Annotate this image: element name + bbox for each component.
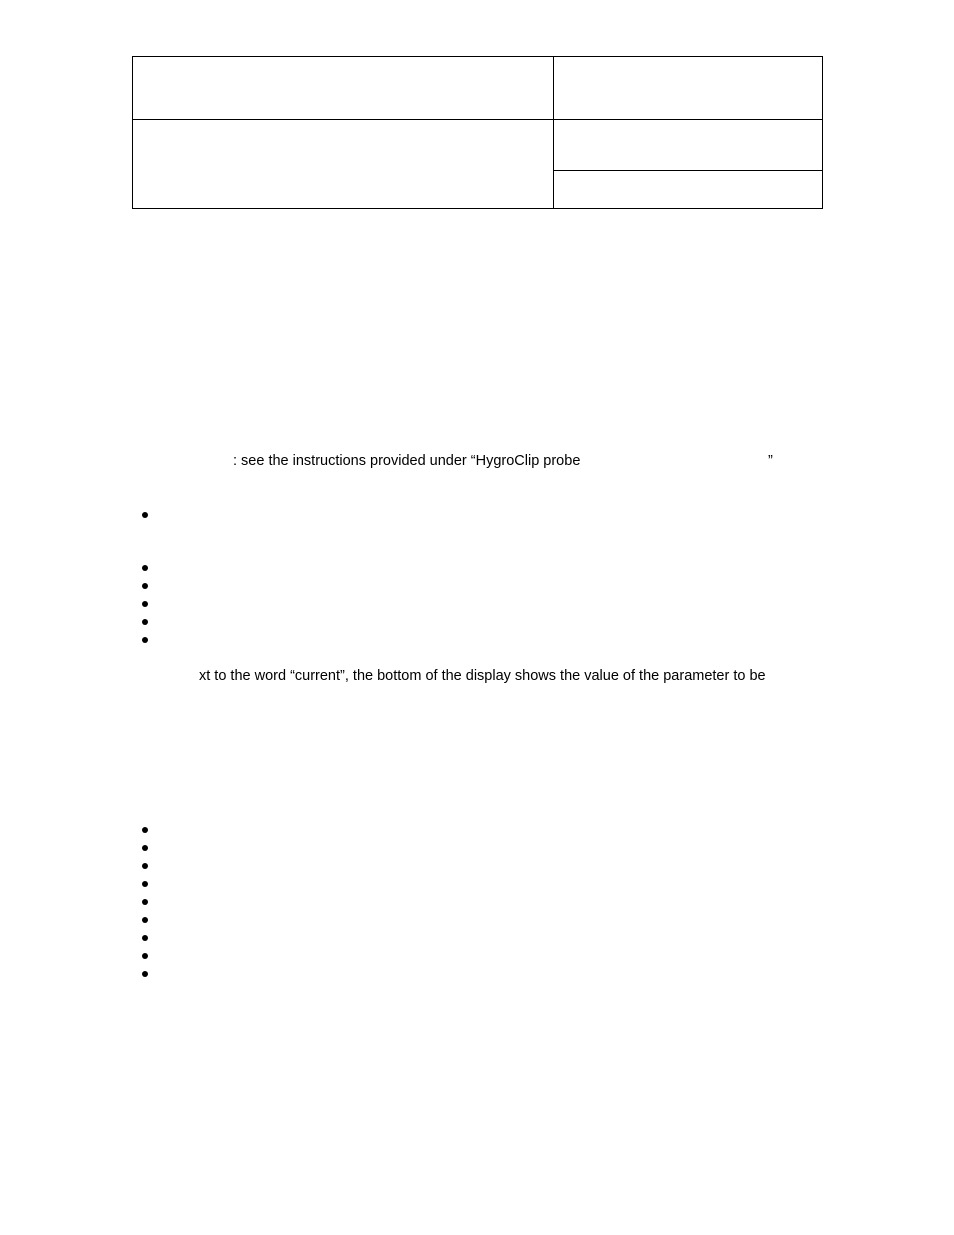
table-cell-r2-c1 xyxy=(132,119,554,209)
bullet-marker xyxy=(142,827,148,833)
bullet-marker xyxy=(142,881,148,887)
table-cell-r2-c2-bottom xyxy=(553,170,823,209)
bullet-marker xyxy=(142,565,148,571)
paragraph-text: xt to the word “current”, the bottom of the display shows the value of the parameter to be xyxy=(199,668,766,684)
table-cell-r1-c1 xyxy=(132,56,554,120)
bullet-marker xyxy=(142,917,148,923)
bullet-marker xyxy=(142,863,148,869)
bullet-marker xyxy=(142,845,148,851)
bullet-marker xyxy=(142,899,148,905)
closing-quote: ” xyxy=(768,453,773,469)
bullet-marker xyxy=(142,583,148,589)
table-cell-r2-c2-top xyxy=(553,119,823,171)
bullet-marker xyxy=(142,953,148,959)
bullet-marker xyxy=(142,619,148,625)
table-cell-r1-c2 xyxy=(553,56,823,120)
bullet-marker xyxy=(142,637,148,643)
bullet-marker xyxy=(142,935,148,941)
bullet-marker xyxy=(142,601,148,607)
bullet-marker xyxy=(142,512,148,518)
bullet-marker xyxy=(142,971,148,977)
paragraph-text-segment: : see the instructions provided under “HygroClip probe xyxy=(233,453,581,469)
